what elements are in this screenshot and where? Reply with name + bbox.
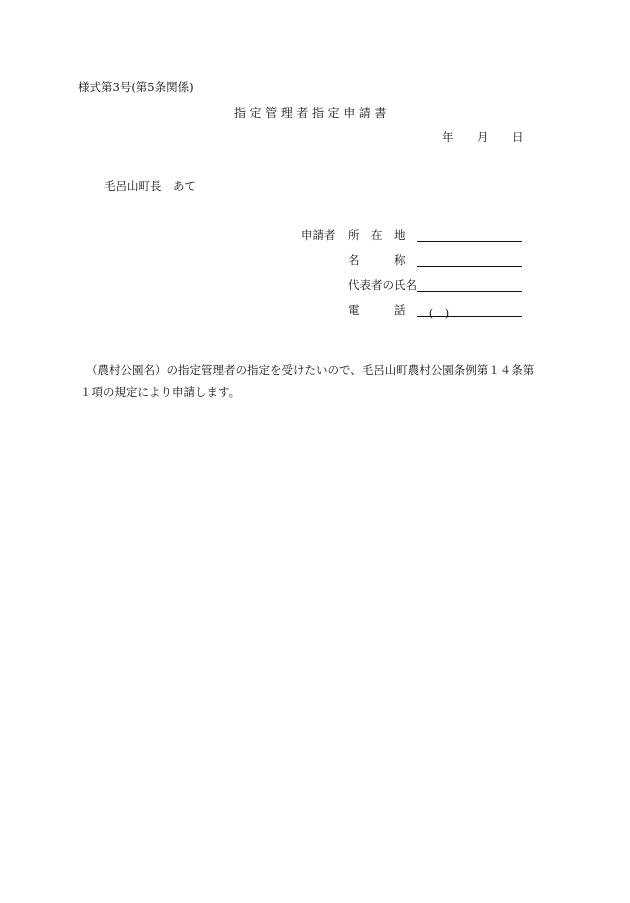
address-field-line[interactable] (417, 229, 522, 242)
body-line-1: （農村公園名）の指定管理者の指定を受けたいので、毛呂山町農村公園条例第１４条第 (86, 363, 535, 377)
date-month-label: 月 (477, 130, 489, 144)
address-label: 所 在 地 (348, 228, 406, 242)
body-line-2: １項の規定により申請します。 (80, 385, 241, 399)
applicant-label: 申請者 (301, 228, 336, 242)
form-number: 様式第3号(第5条関係) (78, 80, 194, 94)
representative-field-line[interactable] (417, 279, 522, 292)
name-field-line[interactable] (417, 254, 522, 267)
document-title: 指定管理者指定申請書 (234, 106, 391, 120)
addressee: 毛呂山町長 あて (104, 179, 196, 193)
date-day-label: 日 (512, 130, 524, 144)
date-year-label: 年 (442, 130, 454, 144)
name-label: 名 称 (348, 253, 406, 267)
application-body-text (80, 359, 550, 403)
phone-area-code-parens: ( ) (428, 306, 450, 320)
representative-label: 代表者の氏名 (348, 278, 417, 292)
phone-label: 電 話 (348, 303, 406, 317)
